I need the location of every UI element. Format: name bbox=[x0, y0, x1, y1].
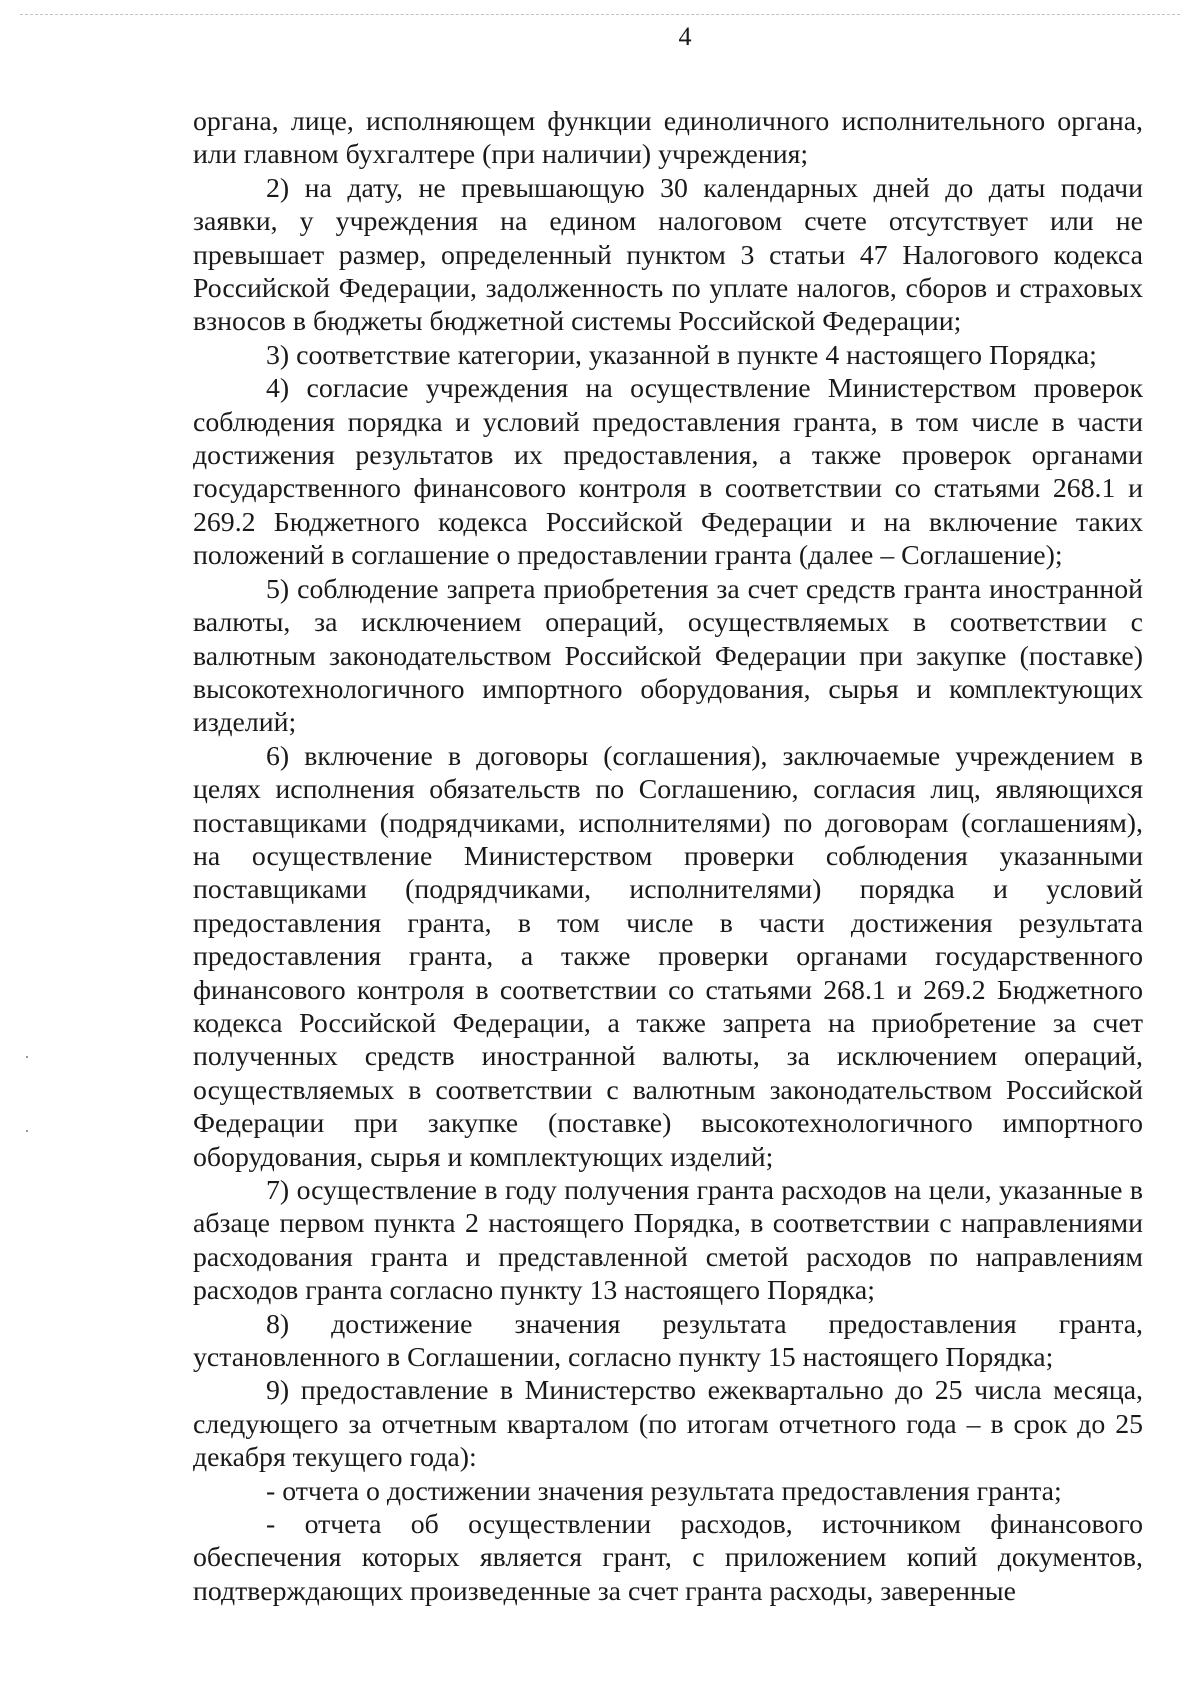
document-body bbox=[193, 105, 1143, 1608]
list-item-9: 9) предоставление в Министерство ежеквартально до 25 числа месяца, следующего за отчетным кварталом (по итогам отчетного года – в срок до 25 декабря текущего года): bbox=[193, 1375, 1143, 1474]
page-number: 4 bbox=[678, 22, 692, 51]
scan-speck bbox=[26, 1056, 28, 1058]
list-item-7: 7) осуществление в году получения гранта расходов на цели, указанные в абзаце первом пункта 2 настоящего Порядка, в соответствии с направлениями расходования гранта и представленной сметой расходов по направлениям расходов гранта согласно пункту 13 настоящего Порядка; bbox=[193, 1175, 1143, 1307]
paragraph-continuation: органа, лице, исполняющем функции единоличного исполнительного органа, или главном бухгалтере (при наличии) учреждения; bbox=[193, 106, 1143, 171]
scan-top-edge bbox=[20, 14, 1180, 18]
list-item-6: 6) включение в договоры (соглашения), заключаемые учреждением в целях исполнения обязательств по Соглашению, согласия лиц, являющихся поставщиками (подрядчиками, исполнителями) по договорам (соглашениям), на осуществление Министерством проверки соблюдения указанными поставщиками (подрядчиками, исполнителями) порядка и условий предоставления гранта, в том числе в части достижения результата предоставления гранта, а также проверки органами государственного финансового контроля в соответствии со статьями 268.1 и 269.2 Бюджетного кодекса Российской Федерации, а также запрета на приобретение за счет полученных средств иностранной валюты, за исключением операций, осуществляемых в соответствии с валютным законодательством Российской Федерации при закупке (поставке) высокотехнологичного импортного оборудования, сырья и комплектующих изделий; bbox=[193, 740, 1143, 1173]
list-item-4: 4) согласие учреждения на осуществление Министерством проверок соблюдения порядка и условий предоставления гранта, в том числе в части достижения результатов их предоставления, а также проверок органами государственного финансового контроля в соответствии со статьями 268.1 и 269.2 Бюджетного кодекса Российской Федерации и на включение таких положений в соглашение о предоставлении гранта (далее – Соглашение); bbox=[193, 373, 1143, 572]
sub-item-report-result: - отчета о достижении значения результата предоставления гранта; bbox=[266, 1475, 1062, 1507]
sub-item-report-expenses: - отчета об осуществлении расходов, источником финансового обеспечения которых является грант, с приложением копий документов, подтверждающих произведенные за счет гранта расходы, заверенные bbox=[193, 1509, 1143, 1607]
scan-speck bbox=[26, 1130, 28, 1132]
list-item-2: 2) на дату, не превышающую 30 календарных дней до даты подачи заявки, у учреждения на едином налоговом счете отсутствует или не превышает размер, определенный пунктом 3 статьи 47 Налогового кодекса Российской Федерации, задолженность по уплате налогов, сборов и страховых взносов в бюджеты бюджетной системы Российской Федерации; bbox=[193, 172, 1143, 338]
list-item-3: 3) соответствие категории, указанной в пункте 4 настоящего Порядка; bbox=[266, 339, 1097, 371]
list-item-8: 8) достижение значения результата предоставления гранта, установленного в Соглашении, согласно пункту 15 настоящего Порядка; bbox=[193, 1308, 1143, 1374]
list-item-5: 5) соблюдение запрета приобретения за счет средств гранта иностранной валюты, за исключением операций, осуществляемых в соответствии с валютным законодательством Российской Федерации при закупке (поставке) высокотехнологичного импортного оборудования, сырья и комплектующих изделий; bbox=[193, 573, 1143, 739]
